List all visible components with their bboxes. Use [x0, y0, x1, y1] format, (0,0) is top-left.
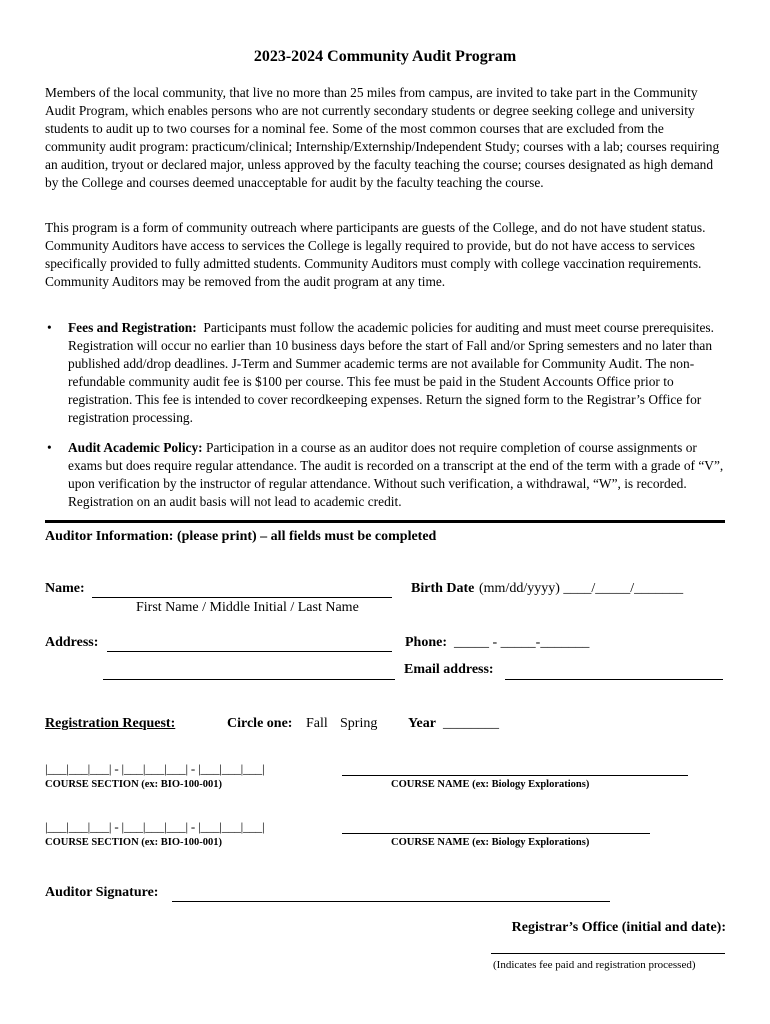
intro-paragraph: Members of the local community, that live no more than 25 miles from campus, are invited to take part in the Community Audit Program, which enables persons who are not currently secondary students or degree seeking college and university students to audit up to two courses for a nominal fee. Some of the most common courses that are excluded from the community audit program: practicum/clinical; Internship/Externship/Independent Study; courses with a lab; courses requiring an audition, tryout or declared major, unless approved by the faculty teaching the course; courses designated as high demand by the College and courses deemed unacceptable for audit by the faculty teaching the course. — [45, 85, 720, 190]
course-section-1-label: COURSE SECTION (ex: BIO-100-001) — [45, 779, 223, 790]
fees-text: Participants must follow the academic policies for auditing and must meet course prerequisites. Registration will occur no earlier than 10 business days before the start of Fall and/or Spring semesters and no later than published add/drop deadlines. J-Term and Summer academic terms are not available for Community Audit. The non-refundable community audit fee is $100 per course. This fee must be paid in the Student Accounts Office prior to registration. This fee is intended to cover recordkeeping expenses. Return the signed form to the Registrar’s Office for registration processing. — [68, 320, 714, 425]
signature-field[interactable] — [172, 901, 610, 902]
registrar-note: (Indicates fee paid and registration processed) — [493, 959, 696, 971]
email-label: Email address: — [404, 662, 494, 677]
name-label: Name: — [45, 581, 85, 596]
address-field-line-1[interactable] — [107, 651, 392, 652]
circle-one-label: Circle one: — [227, 716, 293, 731]
policy-bullet-list — [45, 439, 729, 511]
phone-label: Phone: — [405, 635, 447, 650]
course-section-2-label: COURSE SECTION (ex: BIO-100-001) — [45, 837, 223, 848]
course-name-1-field[interactable] — [342, 775, 688, 776]
registration-request-label: Registration Request: — [45, 716, 176, 731]
year-label: Year — [408, 716, 436, 731]
name-field[interactable] — [92, 597, 392, 598]
outreach-paragraph: This program is a form of community outreach where participants are guests of the College, and do not have student status. Community Auditors have access to services the College is legally required to provide, but do not have access to services specifically provided to fully admitted students. Community Auditors must comply with college vaccination requirements. Community Auditors may be removed from the audit program at any time. — [45, 220, 706, 289]
auditor-info-heading: Auditor Information: (please print) – all fields must be completed — [45, 529, 437, 544]
term-fall-option[interactable]: Fall — [306, 716, 328, 731]
policy-bullet — [45, 439, 729, 511]
address-field-line-2[interactable] — [103, 679, 395, 680]
birth-date-label: Birth Date — [411, 581, 475, 596]
course-name-1-label: COURSE NAME (ex: Biology Explorations) — [391, 779, 590, 790]
course-section-1-field[interactable]: |___|___|___| - |___|___|___| - |___|___|___| — [45, 761, 265, 776]
course-section-2-field[interactable]: |___|___|___| - |___|___|___| - |___|___|___| — [45, 819, 265, 834]
address-label: Address: — [45, 635, 99, 650]
course-name-2-label: COURSE NAME (ex: Biology Explorations) — [391, 837, 590, 848]
document-title: 2023-2024 Community Audit Program — [253, 48, 517, 65]
policy-text: Participation in a course as an auditor does not require completion of course assignments or exams but does require regular attendance. The audit is recorded on a transcript at the end of the term with a grade of “V”, upon verification by the instructor of regular attendance. Without such verification, a withdrawal, “W”, is recorded. Registration on an audit basis will not lead to academic credit. — [68, 440, 724, 509]
section-divider — [45, 520, 725, 523]
email-field[interactable] — [505, 679, 723, 680]
fees-bullet-list — [45, 319, 729, 427]
name-hint: First Name / Middle Initial / Last Name — [136, 600, 359, 615]
signature-label: Auditor Signature: — [45, 885, 159, 900]
birth-date-field[interactable]: (mm/dd/yyyy) ____/_____/_______ — [479, 581, 684, 596]
term-spring-option[interactable]: Spring — [340, 716, 378, 731]
fees-bullet — [45, 319, 729, 427]
registrar-field[interactable] — [491, 953, 725, 954]
fees-heading: Fees and Registration: — [68, 320, 197, 335]
year-field[interactable]: ________ — [443, 716, 499, 731]
course-name-2-field[interactable] — [342, 833, 650, 834]
registrar-label: Registrar’s Office (initial and date): — [511, 920, 726, 935]
policy-heading: Audit Academic Policy: — [68, 440, 203, 455]
phone-field[interactable]: _____ - _____-_______ — [454, 635, 590, 650]
